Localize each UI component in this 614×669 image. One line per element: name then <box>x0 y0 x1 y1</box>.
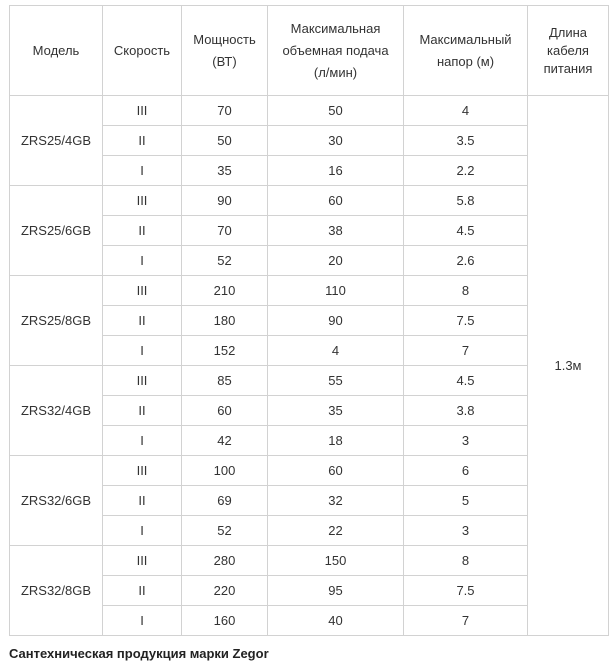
head-cell: 7 <box>404 336 528 366</box>
head-cell: 7 <box>404 606 528 636</box>
table-row <box>10 96 609 126</box>
flow-cell: 50 <box>268 96 404 126</box>
header-speed: Скорость <box>103 6 182 96</box>
speed-cell: II <box>103 576 182 606</box>
head-cell: 4.5 <box>404 216 528 246</box>
head-cell: 3.5 <box>404 126 528 156</box>
speed-cell: II <box>103 126 182 156</box>
flow-cell: 30 <box>268 126 404 156</box>
speed-cell: III <box>103 186 182 216</box>
speed-cell: I <box>103 606 182 636</box>
table-row <box>10 366 609 396</box>
power-cell: 35 <box>182 156 268 186</box>
header-head-line1: Максимальный <box>419 31 512 47</box>
power-cell: 280 <box>182 546 268 576</box>
head-cell: 2.2 <box>404 156 528 186</box>
header-cable-line2: кабеля <box>547 42 589 58</box>
head-cell: 3.8 <box>404 396 528 426</box>
flow-cell: 110 <box>268 276 404 306</box>
table-row <box>10 546 609 576</box>
model-cell: ZRS32/4GB <box>10 366 103 456</box>
head-cell: 8 <box>404 276 528 306</box>
caption: Сантехническая продукция марки Zegor <box>9 646 269 661</box>
power-cell: 52 <box>182 516 268 546</box>
speed-cell: II <box>103 396 182 426</box>
header-cable-line1: Длина <box>548 24 588 40</box>
power-cell: 52 <box>182 246 268 276</box>
header-cable-line3: питания <box>543 60 593 76</box>
header-model: Модель <box>10 6 103 96</box>
model-cell: ZRS25/8GB <box>10 276 103 366</box>
head-cell: 5.8 <box>404 186 528 216</box>
flow-cell: 55 <box>268 366 404 396</box>
power-cell: 50 <box>182 126 268 156</box>
header-row <box>10 6 609 96</box>
speed-cell: II <box>103 486 182 516</box>
table-row <box>10 456 609 486</box>
power-cell: 60 <box>182 396 268 426</box>
head-cell: 5 <box>404 486 528 516</box>
flow-cell: 32 <box>268 486 404 516</box>
flow-cell: 38 <box>268 216 404 246</box>
flow-cell: 40 <box>268 606 404 636</box>
power-cell: 100 <box>182 456 268 486</box>
power-cell: 42 <box>182 426 268 456</box>
speed-cell: III <box>103 276 182 306</box>
header-flow-line1: Максимальная <box>290 20 381 36</box>
speed-cell: III <box>103 456 182 486</box>
head-cell: 6 <box>404 456 528 486</box>
power-cell: 152 <box>182 336 268 366</box>
flow-cell: 22 <box>268 516 404 546</box>
speed-cell: II <box>103 216 182 246</box>
flow-cell: 90 <box>268 306 404 336</box>
power-cell: 210 <box>182 276 268 306</box>
spec-table <box>9 5 609 636</box>
head-cell: 3 <box>404 516 528 546</box>
speed-cell: I <box>103 516 182 546</box>
flow-cell: 20 <box>268 246 404 276</box>
flow-cell: 35 <box>268 396 404 426</box>
header-cable <box>528 6 609 96</box>
head-cell: 4 <box>404 96 528 126</box>
model-cell: ZRS32/8GB <box>10 546 103 636</box>
power-cell: 220 <box>182 576 268 606</box>
model-cell: ZRS25/4GB <box>10 96 103 186</box>
header-power-line1: Мощность <box>193 31 256 47</box>
flow-cell: 60 <box>268 186 404 216</box>
speed-cell: III <box>103 546 182 576</box>
head-cell: 2.6 <box>404 246 528 276</box>
header-flow <box>268 6 404 96</box>
model-cell: ZRS32/6GB <box>10 456 103 546</box>
header-head-line2: напор (м) <box>436 53 495 69</box>
power-cell: 85 <box>182 366 268 396</box>
head-cell: 3 <box>404 426 528 456</box>
flow-cell: 16 <box>268 156 404 186</box>
header-flow-line3: (л/мин) <box>313 64 358 80</box>
flow-cell: 4 <box>268 336 404 366</box>
power-cell: 69 <box>182 486 268 516</box>
speed-cell: I <box>103 156 182 186</box>
head-cell: 7.5 <box>404 576 528 606</box>
header-power <box>182 6 268 96</box>
model-cell: ZRS25/6GB <box>10 186 103 276</box>
speed-cell: I <box>103 426 182 456</box>
speed-cell: I <box>103 246 182 276</box>
power-cell: 70 <box>182 96 268 126</box>
speed-cell: II <box>103 306 182 336</box>
cable-length-cell: 1.3м <box>528 96 609 636</box>
head-cell: 7.5 <box>404 306 528 336</box>
speed-cell: III <box>103 96 182 126</box>
head-cell: 4.5 <box>404 366 528 396</box>
table-row <box>10 186 609 216</box>
power-cell: 90 <box>182 186 268 216</box>
power-cell: 70 <box>182 216 268 246</box>
header-flow-line2: объемная подача <box>282 42 389 58</box>
header-power-line2: (ВТ) <box>212 53 237 69</box>
speed-cell: I <box>103 336 182 366</box>
power-cell: 160 <box>182 606 268 636</box>
power-cell: 180 <box>182 306 268 336</box>
table-row <box>10 276 609 306</box>
flow-cell: 18 <box>268 426 404 456</box>
flow-cell: 95 <box>268 576 404 606</box>
flow-cell: 60 <box>268 456 404 486</box>
head-cell: 8 <box>404 546 528 576</box>
speed-cell: III <box>103 366 182 396</box>
flow-cell: 150 <box>268 546 404 576</box>
header-head <box>404 6 528 96</box>
